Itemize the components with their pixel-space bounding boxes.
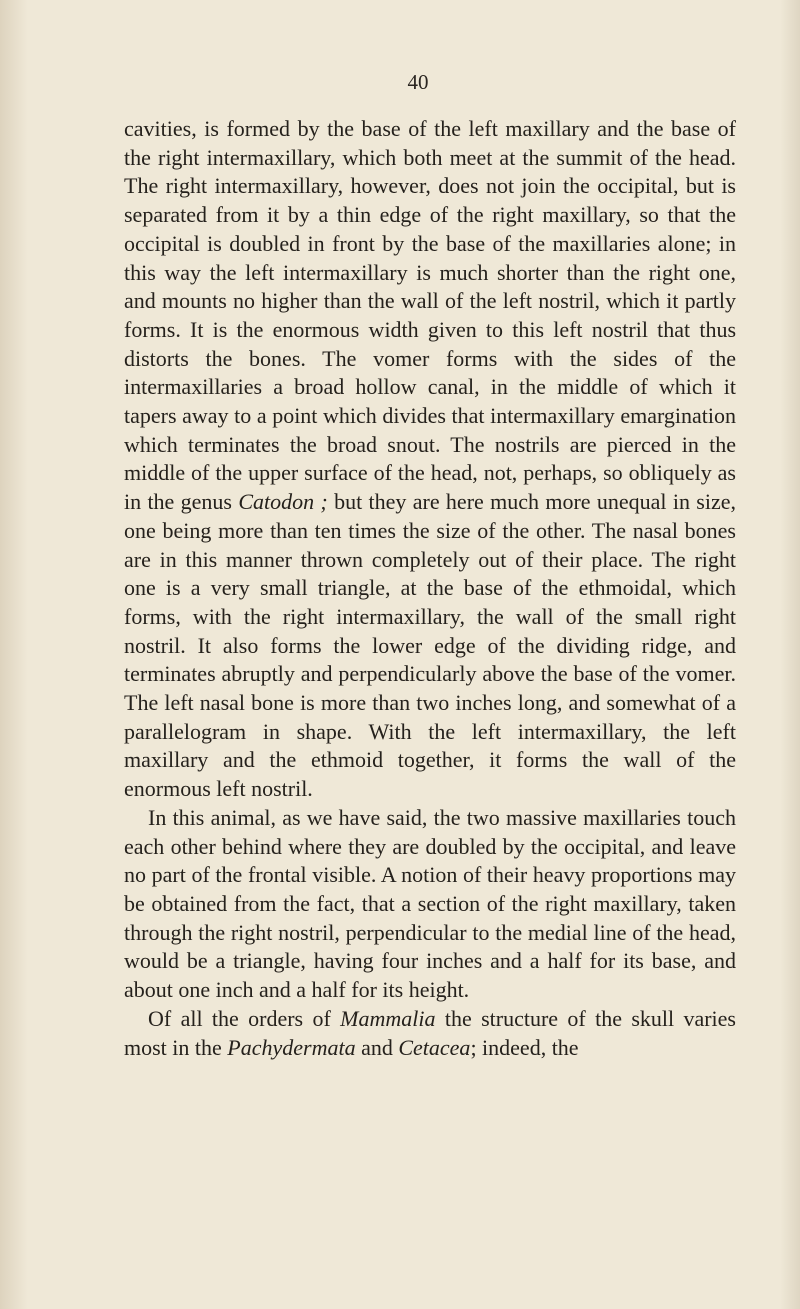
text-run: ; indeed, the [470, 1034, 579, 1060]
text-run: In this animal, as we have said, the two massive maxillaries touch each other behind where they are doubled by the occipital, and leave no part of the frontal visible. A notion of their heavy proportions may be obtained from the fact, that a section of the right maxillary, taken through the right nostril, perpendicular to the medial line of the head, would be a triangle, having four inches and a half for its base, and about one inch and a half for its height. [124, 804, 736, 1003]
text-run: but they are here much more unequal in size, one being more than ten times the size of the other. The nasal bones are in this manner thrown completely out of their place. The right one is a very small triangle, at the base of the ethmoidal, which forms, with the right intermaxillary, the wall of the small right nostril. It also forms the lower edge of the dividing ridge, and terminates abruptly and perpendicularly above the base of the vomer. The left nasal bone is more than two inches long, and somewhat of a parallelogram in shape. With the left intermaxillary, the left maxillary and the ethmoid together, it forms the wall of the enormous left nostril. [124, 489, 736, 802]
text-run: the structure of the skull varies most in the [124, 1005, 736, 1060]
body-text [124, 115, 736, 1062]
paragraph-3 [124, 1005, 736, 1062]
paragraph-2 [124, 804, 736, 1005]
italic-taxon-name: Mammalia [340, 1005, 436, 1031]
italic-taxon-name: Cetacea [398, 1034, 471, 1060]
italic-genus-name: Catodon ; [238, 489, 328, 515]
text-run: and [355, 1034, 399, 1060]
italic-taxon-name: Pachydermata [227, 1034, 356, 1060]
text-run: cavities, is formed by the base of the left maxillary and the base of the right intermaxillary, which both meet at the summit of the head. The right intermaxillary, however, does not join the occipital, but is separated from it by a thin edge of the right maxillary, so that the occipital is doubled in front by the base of the maxillaries alone; in this way the left intermaxillary is much shorter than the right one, and mounts no higher than the wall of the left nostril, which it partly forms. It is the enormous width given to this left nostril that thus distorts the bones. The vomer forms with the sides of the intermaxillaries a broad hollow canal, in the middle of which it tapers away to a point which divides that intermaxillary emargination which terminates the broad snout. The nostrils are pierced in the middle of the upper surface of the head, not, perhaps, so obliquely as in the genus [124, 116, 736, 515]
text-run: Of all the orders of [148, 1005, 341, 1031]
page-number: 40 [407, 70, 429, 94]
paragraph-1 [124, 115, 736, 804]
